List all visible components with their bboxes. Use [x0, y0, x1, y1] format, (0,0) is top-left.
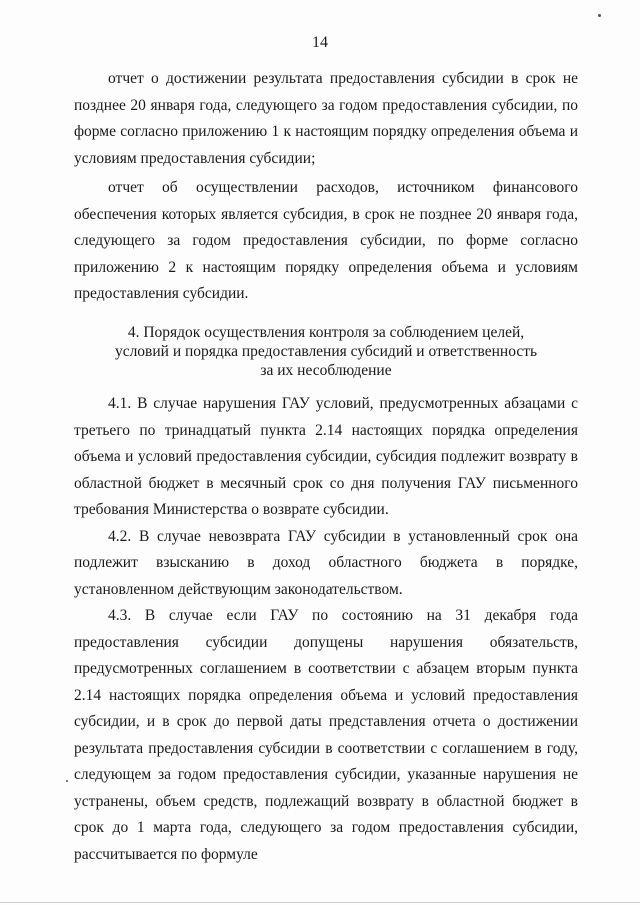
scan-edge-line	[0, 902, 640, 903]
section-heading-line: 4. Порядок осуществления контроля за соблюдением целей,	[127, 324, 525, 341]
scan-speck	[66, 780, 68, 782]
paragraph-4-2: 4.2. В случае невозврата ГАУ субсидии в установленный срок она подлежит взысканию в доход областного бюджета в порядке, установленном действующим законодательством.	[74, 527, 578, 598]
section-heading-line: за их несоблюдение	[260, 362, 392, 379]
section-4-body	[74, 391, 578, 868]
reporting-paragraph-block	[74, 66, 578, 172]
paragraph-report-expenses: отчет об осуществлении расходов, источником финансового обеспечения которых является субсидия, в срок не позднее 20 января года, следующего за годом предоставления субсидии, по форме согласно приложению 2 к настоящим порядку определения объема и условиям предоставления субсидии.	[74, 179, 578, 302]
section-heading-line: условий и порядка предоставления субсидий и ответственность	[114, 343, 538, 360]
paragraph-report-result: отчет о достижении результата предоставления субсидии в срок не позднее 20 января года, следующего за годом предоставления субсидии, по форме согласно приложению 1 к настоящим порядку определения объема и условиям предоставления субсидии;	[74, 70, 578, 167]
reporting-paragraph-block-2	[74, 175, 578, 308]
scan-speck	[598, 14, 601, 17]
section-heading	[74, 323, 578, 380]
paragraph-4-1: 4.1. В случае нарушения ГАУ условий, предусмотренных абзацами с третьего по тринадцатый пункта 2.14 настоящих порядка определения объема и условий предоставления субсидии, субсидия подлежит возврату в областной бюджет в месячный срок со дня получения ГАУ письменного требования Министерства о возврате субсидии.	[74, 395, 578, 518]
page-number: 14	[312, 34, 328, 51]
paragraph-4-3: 4.3. В случае если ГАУ по состоянию на 31 декабря года предоставления субсидии допущены нарушения обязательств, предусмотренных соглашением в соответствии с абзацем вторым пункта 2.14 настоящих порядка определения объема и условий предоставления субсидии, и в срок до первой даты представления отчета о достижении результата предоставления субсидии в соответствии с соглашением в году, следующем за годом предоставления субсидии, указанные нарушения не устранены, объем средств, подлежащий возврату в областной бюджет в срок до 1 марта года, следующего за годом предоставления субсидии, рассчитывается по формуле	[74, 607, 578, 863]
